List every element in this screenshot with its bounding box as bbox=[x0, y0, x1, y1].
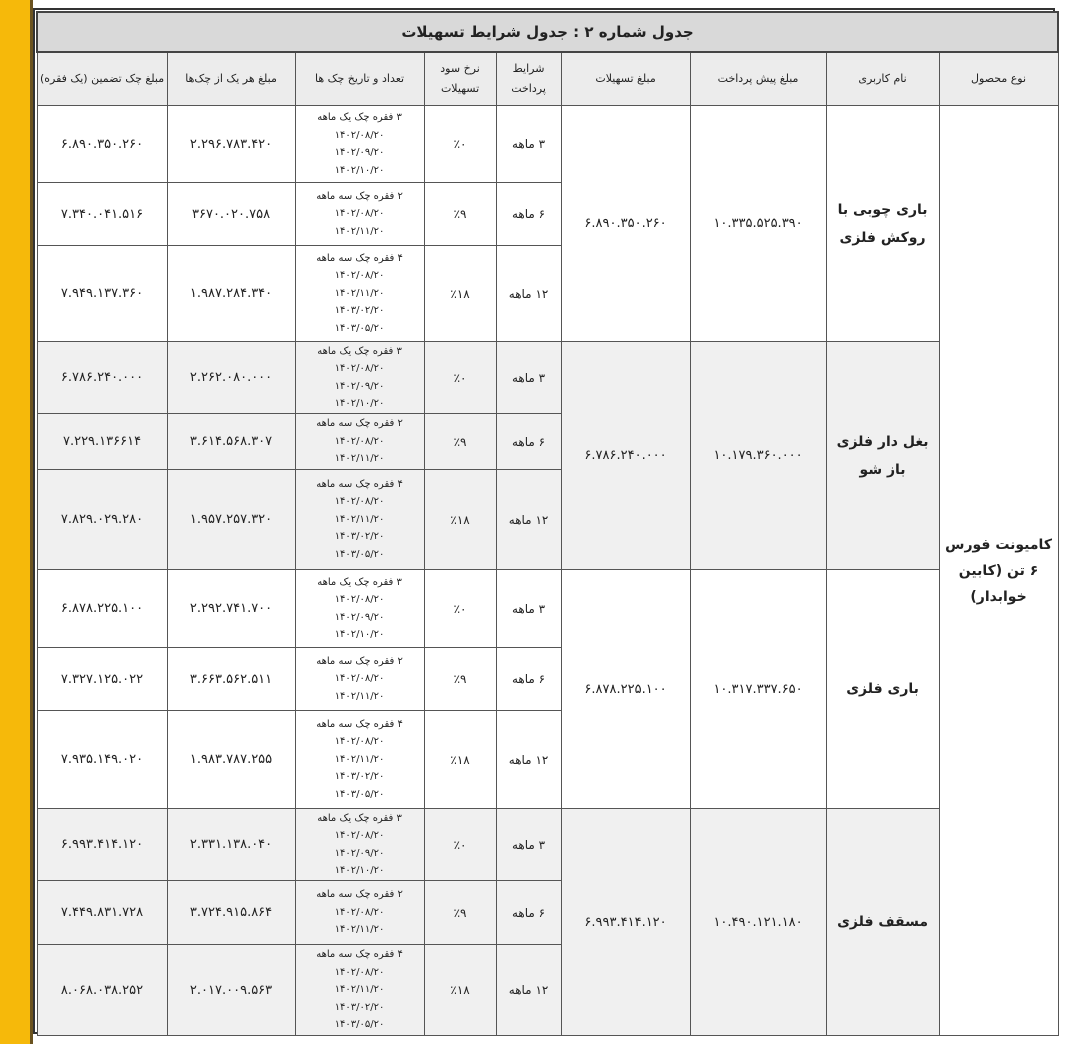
usage-name: مسقف فلزی bbox=[826, 809, 939, 1036]
product-name: کامیونت فورس ۶ تن (کابین خوابدار) bbox=[939, 106, 1058, 1036]
check-dates bbox=[295, 648, 424, 711]
interest-rate: ٪۹ bbox=[424, 881, 496, 945]
check-date: ۱۴۰۲/۱۱/۲۰ bbox=[334, 984, 385, 996]
check-dates bbox=[295, 183, 424, 246]
check-date: ۱۴۰۲/۱۰/۲۰ bbox=[334, 398, 385, 409]
interest-rate: ٪۱۸ bbox=[424, 945, 496, 1036]
guarantee-amount: ۶.۷۸۶.۲۴۰.۰۰۰ bbox=[37, 342, 167, 414]
check-count: ۳ فقره چک یک ماهه bbox=[317, 345, 402, 357]
check-date: ۱۴۰۲/۱۰/۲۰ bbox=[334, 629, 385, 640]
guarantee-amount: ۷.۴۴۹.۸۳۱.۷۲۸ bbox=[37, 881, 167, 945]
check-date: ۱۴۰۳/۰۵/۲۰ bbox=[334, 548, 385, 560]
payment-term: ۳ ماهه bbox=[496, 342, 561, 414]
check-date: ۱۴۰۲/۰۸/۲۰ bbox=[334, 906, 385, 918]
interest-rate: ٪۱۸ bbox=[424, 711, 496, 809]
check-amount: ۲.۲۶۲.۰۸۰.۰۰۰ bbox=[167, 342, 295, 414]
table-body bbox=[37, 106, 1058, 1036]
check-date: ۱۴۰۲/۰۸/۲۰ bbox=[334, 673, 385, 685]
check-amount: ۳.۶۶۳.۵۶۲.۵۱۱ bbox=[167, 648, 295, 711]
payment-term: ۱۲ ماهه bbox=[496, 945, 561, 1036]
guarantee-amount: ۶.۸۷۸.۲۲۵.۱۰۰ bbox=[37, 570, 167, 648]
facility-table-frame bbox=[33, 8, 1055, 1034]
check-dates bbox=[295, 246, 424, 342]
check-date: ۱۴۰۲/۱۰/۲۰ bbox=[334, 865, 385, 876]
payment-term: ۶ ماهه bbox=[496, 881, 561, 945]
check-date: ۱۴۰۳/۰۲/۲۰ bbox=[334, 1001, 385, 1013]
check-dates bbox=[295, 470, 424, 570]
check-amount: ۱.۹۸۷.۲۸۴.۳۴۰ bbox=[167, 246, 295, 342]
interest-rate: ٪۹ bbox=[424, 414, 496, 470]
guarantee-amount: ۷.۹۳۵.۱۴۹.۰۲۰ bbox=[37, 711, 167, 809]
check-count: ۴ فقره چک سه ماهه bbox=[316, 478, 403, 490]
prepayment-amount: ۱۰.۳۳۵.۵۲۵.۳۹۰ bbox=[690, 106, 826, 342]
check-date: ۱۴۰۲/۰۸/۲۰ bbox=[334, 435, 385, 447]
header-rate: نرخ سود تسهیلات bbox=[424, 52, 496, 106]
check-date: ۱۴۰۲/۰۹/۲۰ bbox=[334, 611, 385, 623]
check-date: ۱۴۰۲/۰۸/۲۰ bbox=[334, 594, 385, 605]
interest-rate: ٪۰ bbox=[424, 106, 496, 183]
header-loan: مبلغ تسهیلات bbox=[561, 52, 690, 106]
table-row bbox=[37, 106, 1058, 183]
check-count: ۴ فقره چک سه ماهه bbox=[316, 949, 403, 961]
loan-amount: ۶.۷۸۶.۲۴۰.۰۰۰ bbox=[561, 342, 690, 570]
header-terms: شرایط پرداخت bbox=[496, 52, 561, 106]
loan-amount: ۶.۸۹۰.۳۵۰.۲۶۰ bbox=[561, 106, 690, 342]
yellow-edge bbox=[0, 0, 30, 1044]
check-date: ۱۴۰۳/۰۲/۲۰ bbox=[334, 531, 385, 543]
check-amount: ۲.۲۹۶.۷۸۳.۴۲۰ bbox=[167, 106, 295, 183]
loan-amount: ۶.۹۹۳.۴۱۴.۱۲۰ bbox=[561, 809, 690, 1036]
check-date: ۱۴۰۲/۰۹/۲۰ bbox=[334, 147, 385, 158]
check-amount: ۳.۶۱۴.۵۶۸.۳۰۷ bbox=[167, 414, 295, 470]
interest-rate: ٪۰ bbox=[424, 809, 496, 881]
check-date: ۱۴۰۲/۰۸/۲۰ bbox=[334, 496, 385, 508]
usage-name: باری چوبی با روکش فلزی bbox=[826, 106, 939, 342]
interest-rate: ٪۱۸ bbox=[424, 246, 496, 342]
payment-term: ۱۲ ماهه bbox=[496, 470, 561, 570]
prepayment-amount: ۱۰.۴۹۰.۱۲۱.۱۸۰ bbox=[690, 809, 826, 1036]
check-dates bbox=[295, 414, 424, 470]
check-count: ۳ فقره چک یک ماهه bbox=[317, 576, 402, 588]
check-amount: ۳.۷۲۴.۹۱۵.۸۶۴ bbox=[167, 881, 295, 945]
header-prepayment: مبلغ پیش پرداخت bbox=[690, 52, 826, 106]
check-date: ۱۴۰۳/۰۵/۲۰ bbox=[334, 322, 385, 334]
guarantee-amount: ۷.۳۲۷.۱۲۵.۰۲۲ bbox=[37, 648, 167, 711]
check-date: ۱۴۰۲/۰۸/۲۰ bbox=[334, 208, 385, 220]
interest-rate: ٪۰ bbox=[424, 342, 496, 414]
check-date: ۱۴۰۲/۱۱/۲۰ bbox=[334, 924, 385, 936]
check-date: ۱۴۰۲/۱۱/۲۰ bbox=[334, 225, 385, 237]
payment-term: ۱۲ ماهه bbox=[496, 246, 561, 342]
interest-rate: ٪۰ bbox=[424, 570, 496, 648]
check-date: ۱۴۰۲/۱۱/۲۰ bbox=[334, 753, 385, 765]
table-row bbox=[37, 342, 1058, 414]
check-count: ۲ فقره چک سه ماهه bbox=[316, 889, 403, 901]
check-date: ۱۴۰۲/۱۱/۲۰ bbox=[334, 690, 385, 702]
table-row bbox=[37, 570, 1058, 648]
guarantee-amount: ۸.۰۶۸.۰۳۸.۲۵۲ bbox=[37, 945, 167, 1036]
table-row bbox=[37, 809, 1058, 881]
prepayment-amount: ۱۰.۳۱۷.۳۳۷.۶۵۰ bbox=[690, 570, 826, 809]
check-date: ۱۴۰۲/۰۸/۲۰ bbox=[334, 736, 385, 748]
check-amount: ۲.۰۱۷.۰۰۹.۵۶۳ bbox=[167, 945, 295, 1036]
check-count: ۴ فقره چک سه ماهه bbox=[316, 718, 403, 730]
check-date: ۱۴۰۲/۰۸/۲۰ bbox=[334, 966, 385, 978]
check-count: ۲ فقره چک سه ماهه bbox=[316, 190, 403, 202]
check-count: ۲ فقره چک سه ماهه bbox=[316, 655, 403, 667]
check-date: ۱۴۰۳/۰۲/۲۰ bbox=[334, 305, 385, 317]
check-dates bbox=[295, 342, 424, 414]
guarantee-amount: ۶.۹۹۳.۴۱۴.۱۲۰ bbox=[37, 809, 167, 881]
check-date: ۱۴۰۳/۰۵/۲۰ bbox=[334, 788, 385, 800]
check-amount: ۱.۹۸۳.۷۸۷.۲۵۵ bbox=[167, 711, 295, 809]
check-count: ۳ فقره چک یک ماهه bbox=[317, 812, 402, 824]
check-date: ۱۴۰۲/۰۹/۲۰ bbox=[334, 847, 385, 859]
usage-name: بغل دار فلزی باز شو bbox=[826, 342, 939, 570]
check-dates bbox=[295, 106, 424, 183]
table-title: جدول شماره ۲ : جدول شرایط تسهیلات bbox=[37, 12, 1058, 52]
payment-term: ۶ ماهه bbox=[496, 414, 561, 470]
check-date: ۱۴۰۳/۰۵/۲۰ bbox=[334, 1019, 385, 1031]
interest-rate: ٪۹ bbox=[424, 648, 496, 711]
guarantee-amount: ۷.۳۴۰.۰۴۱.۵۱۶ bbox=[37, 183, 167, 246]
check-date: ۱۴۰۲/۰۸/۲۰ bbox=[334, 363, 385, 374]
header-product: نوع محصول bbox=[939, 52, 1058, 106]
loan-amount: ۶.۸۷۸.۲۲۵.۱۰۰ bbox=[561, 570, 690, 809]
check-dates bbox=[295, 570, 424, 648]
guarantee-amount: ۷.۹۴۹.۱۳۷.۳۶۰ bbox=[37, 246, 167, 342]
payment-term: ۳ ماهه bbox=[496, 570, 561, 648]
check-date: ۱۴۰۲/۰۹/۲۰ bbox=[334, 380, 385, 392]
header-row bbox=[37, 52, 1058, 106]
check-date: ۱۴۰۲/۱۱/۲۰ bbox=[334, 513, 385, 525]
interest-rate: ٪۱۸ bbox=[424, 470, 496, 570]
payment-term: ۳ ماهه bbox=[496, 106, 561, 183]
header-checks: تعداد و تاریخ چک ها bbox=[295, 52, 424, 106]
check-amount: ۲.۳۳۱.۱۳۸.۰۴۰ bbox=[167, 809, 295, 881]
prepayment-amount: ۱۰.۱۷۹.۳۶۰.۰۰۰ bbox=[690, 342, 826, 570]
guarantee-amount: ۷.۸۲۹.۰۲۹.۲۸۰ bbox=[37, 470, 167, 570]
check-amount: ۲.۲۹۲.۷۴۱.۷۰۰ bbox=[167, 570, 295, 648]
header-check-amount: مبلغ هر یک از چک‌ها bbox=[167, 52, 295, 106]
check-amount: ۳۶۷۰.۰۲۰.۷۵۸ bbox=[167, 183, 295, 246]
header-usage: نام کاربری bbox=[826, 52, 939, 106]
guarantee-amount: ۷.۲۲۹.۱۳۶۶۱۴ bbox=[37, 414, 167, 470]
check-dates bbox=[295, 711, 424, 809]
check-dates bbox=[295, 945, 424, 1036]
payment-term: ۳ ماهه bbox=[496, 809, 561, 881]
check-dates bbox=[295, 809, 424, 881]
check-date: ۱۴۰۳/۰۲/۲۰ bbox=[334, 771, 385, 783]
check-count: ۲ فقره چک سه ماهه bbox=[316, 418, 403, 430]
interest-rate: ٪۹ bbox=[424, 183, 496, 246]
facility-table bbox=[36, 11, 1059, 1036]
check-date: ۱۴۰۲/۱۱/۲۰ bbox=[334, 453, 385, 465]
check-date: ۱۴۰۲/۰۸/۲۰ bbox=[334, 129, 385, 141]
usage-name: باری فلزی bbox=[826, 570, 939, 809]
check-date: ۱۴۰۲/۱۱/۲۰ bbox=[334, 287, 385, 299]
check-count: ۳ فقره چک یک ماهه bbox=[317, 112, 402, 123]
payment-term: ۶ ماهه bbox=[496, 648, 561, 711]
check-date: ۱۴۰۲/۰۸/۲۰ bbox=[334, 830, 385, 841]
check-date: ۱۴۰۲/۰۸/۲۰ bbox=[334, 270, 385, 282]
check-dates bbox=[295, 881, 424, 945]
header-guarantee: مبلغ چک تضمین (یک فقره) bbox=[37, 52, 167, 106]
payment-term: ۱۲ ماهه bbox=[496, 711, 561, 809]
guarantee-amount: ۶.۸۹۰.۳۵۰.۲۶۰ bbox=[37, 106, 167, 183]
payment-term: ۶ ماهه bbox=[496, 183, 561, 246]
check-count: ۴ فقره چک سه ماهه bbox=[316, 252, 403, 264]
check-amount: ۱.۹۵۷.۲۵۷.۳۲۰ bbox=[167, 470, 295, 570]
check-date: ۱۴۰۲/۱۰/۲۰ bbox=[334, 164, 385, 176]
